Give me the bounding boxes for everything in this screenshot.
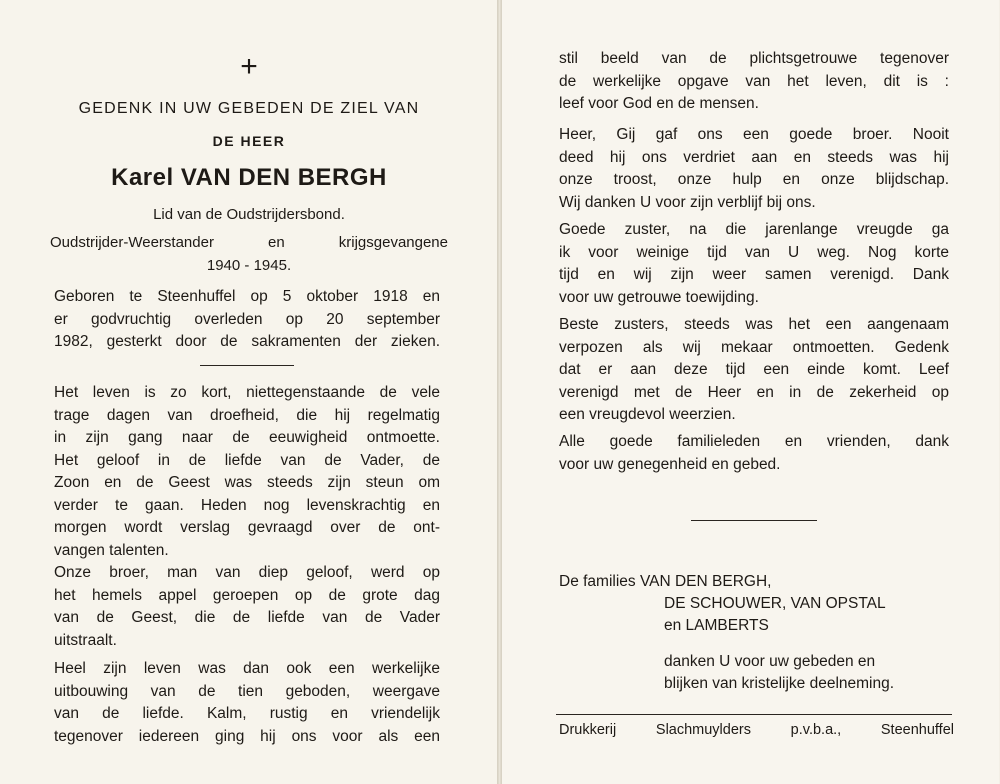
paragraph-sisters xyxy=(559,314,949,427)
text-line: in zijn gang naar de eeuwigheid ontmoette. xyxy=(54,429,440,446)
paragraph-sister xyxy=(559,219,949,309)
text-line: verpozen als wij mekaar ontmoetten. Gedenk xyxy=(559,338,949,356)
left-page xyxy=(0,0,498,784)
text-line: Onze broer, man van diep geloof, werd op xyxy=(54,564,440,581)
text-line: Het leven is zo kort, niettegenstaande de vele xyxy=(54,384,440,401)
text-line: er godvruchtig overleden op 20 september xyxy=(54,310,440,328)
paragraph-life xyxy=(54,382,440,562)
right-page xyxy=(501,0,999,784)
text-line: van de Geest, die de liefde van de Vader xyxy=(54,609,440,626)
text-line: verenigd met de Heer en in de zekerheid op xyxy=(559,383,949,401)
war-years: 1940 - 1945. xyxy=(206,257,292,274)
text-line: de werkelijke opgave van het leven, dit is : xyxy=(559,72,949,90)
text-line: van de liefde. Kalm, rustig en vriendelijk xyxy=(54,705,440,722)
prayer-heading: GEDENK IN UW GEBEDEN DE ZIEL VAN xyxy=(78,100,420,117)
text-line: trage dagen van droefheid, die hij regelmatig xyxy=(54,406,440,424)
text-line: uitbouwing van de tien geboden, weergave xyxy=(54,682,440,700)
text-line: tegenover iedereen ging hij ons voor als een xyxy=(54,727,440,745)
text-line: Heer, Gij gaf ons een goede broer. Nooit xyxy=(559,126,949,143)
text-line: 1982, gesterkt door de sakramenten der zieken. xyxy=(54,333,440,350)
deceased-name: Karel VAN DEN BERGH xyxy=(111,164,387,191)
text-line: Beste zusters, steeds was het een aangenaam xyxy=(559,316,949,333)
text-line: uitstraalt. xyxy=(54,631,117,649)
paragraph-family-friends xyxy=(559,431,949,476)
text-line: tijd en wij zijn weer samen verenigd. Dank xyxy=(559,266,949,283)
text-line: vangen talenten. xyxy=(54,541,169,559)
thanks-line-2: blijken van kristelijke deelneming. xyxy=(664,675,895,692)
divider-line xyxy=(200,365,294,366)
text-line: morgen wordt verslag gevraagd over de ont- xyxy=(54,519,440,536)
text-line: verder te gaan. Heden nog levenskrachtig en xyxy=(54,496,440,514)
thanks-line-1: danken U voor uw gebeden en xyxy=(664,653,876,670)
printer-credit: Drukkerij Slachmuylders p.v.b.a., Steenhuffel xyxy=(559,722,954,738)
families-line-1: De families VAN DEN BERGH, xyxy=(559,573,772,590)
paragraph-lord xyxy=(559,124,949,214)
text-line: Goede zuster, na die jarenlange vreugde ga xyxy=(559,221,949,238)
text-line: voor uw genegenheid en gebed. xyxy=(559,455,781,473)
text-line: voor uw getrouwe toewijding. xyxy=(559,288,759,306)
membership-line: Lid van de Oudstrijdersbond. xyxy=(153,206,345,223)
paragraph-example xyxy=(559,48,949,116)
text-line: Het geloof in de liefde van de Vader, de xyxy=(54,451,440,469)
text-line: deed hij ons verdriet aan en steeds was hij xyxy=(559,148,949,166)
text-line: stil beeld van de plichtsgetrouwe tegenover xyxy=(559,50,949,67)
text-line: een vreugdevol weerzien. xyxy=(559,406,736,423)
veteran-line: Oudstrijder-Weerstander en krijgsgevangene xyxy=(50,234,448,251)
text-line: ik voor weinige tijd van U weg. Nog korte xyxy=(559,243,949,261)
cross-symbol: + xyxy=(240,50,258,83)
text-line: Geboren te Steenhuffel op 5 oktober 1918 en xyxy=(54,288,440,305)
divider-line xyxy=(691,520,817,521)
honorific: DE HEER xyxy=(212,133,286,149)
text-line: Heel zijn leven was dan ook een werkelijke xyxy=(54,660,440,677)
text-line: leef voor God en de mensen. xyxy=(559,95,759,112)
text-line: Alle goede familieleden en vrienden, dank xyxy=(559,433,949,450)
text-line: Zoon en de Geest was steeds zijn steun om xyxy=(54,474,440,491)
text-line: onze troost, onze hulp en onze blijdschap. xyxy=(559,171,949,188)
families-line-3: en LAMBERTS xyxy=(664,617,769,634)
divider-line xyxy=(556,714,952,715)
text-line: dat er aan deze tijd een einde komt. Leef xyxy=(559,361,949,378)
paragraph-whole-life xyxy=(54,658,440,748)
families-line-2: DE SCHOUWER, VAN OPSTAL xyxy=(664,595,886,612)
text-line: het hemels appel geroepen op de grote dag xyxy=(54,586,440,604)
paragraph-brother xyxy=(54,562,440,652)
text-line: Wij danken U voor zijn verblijf bij ons. xyxy=(559,193,816,211)
birth-death-paragraph xyxy=(54,286,440,354)
